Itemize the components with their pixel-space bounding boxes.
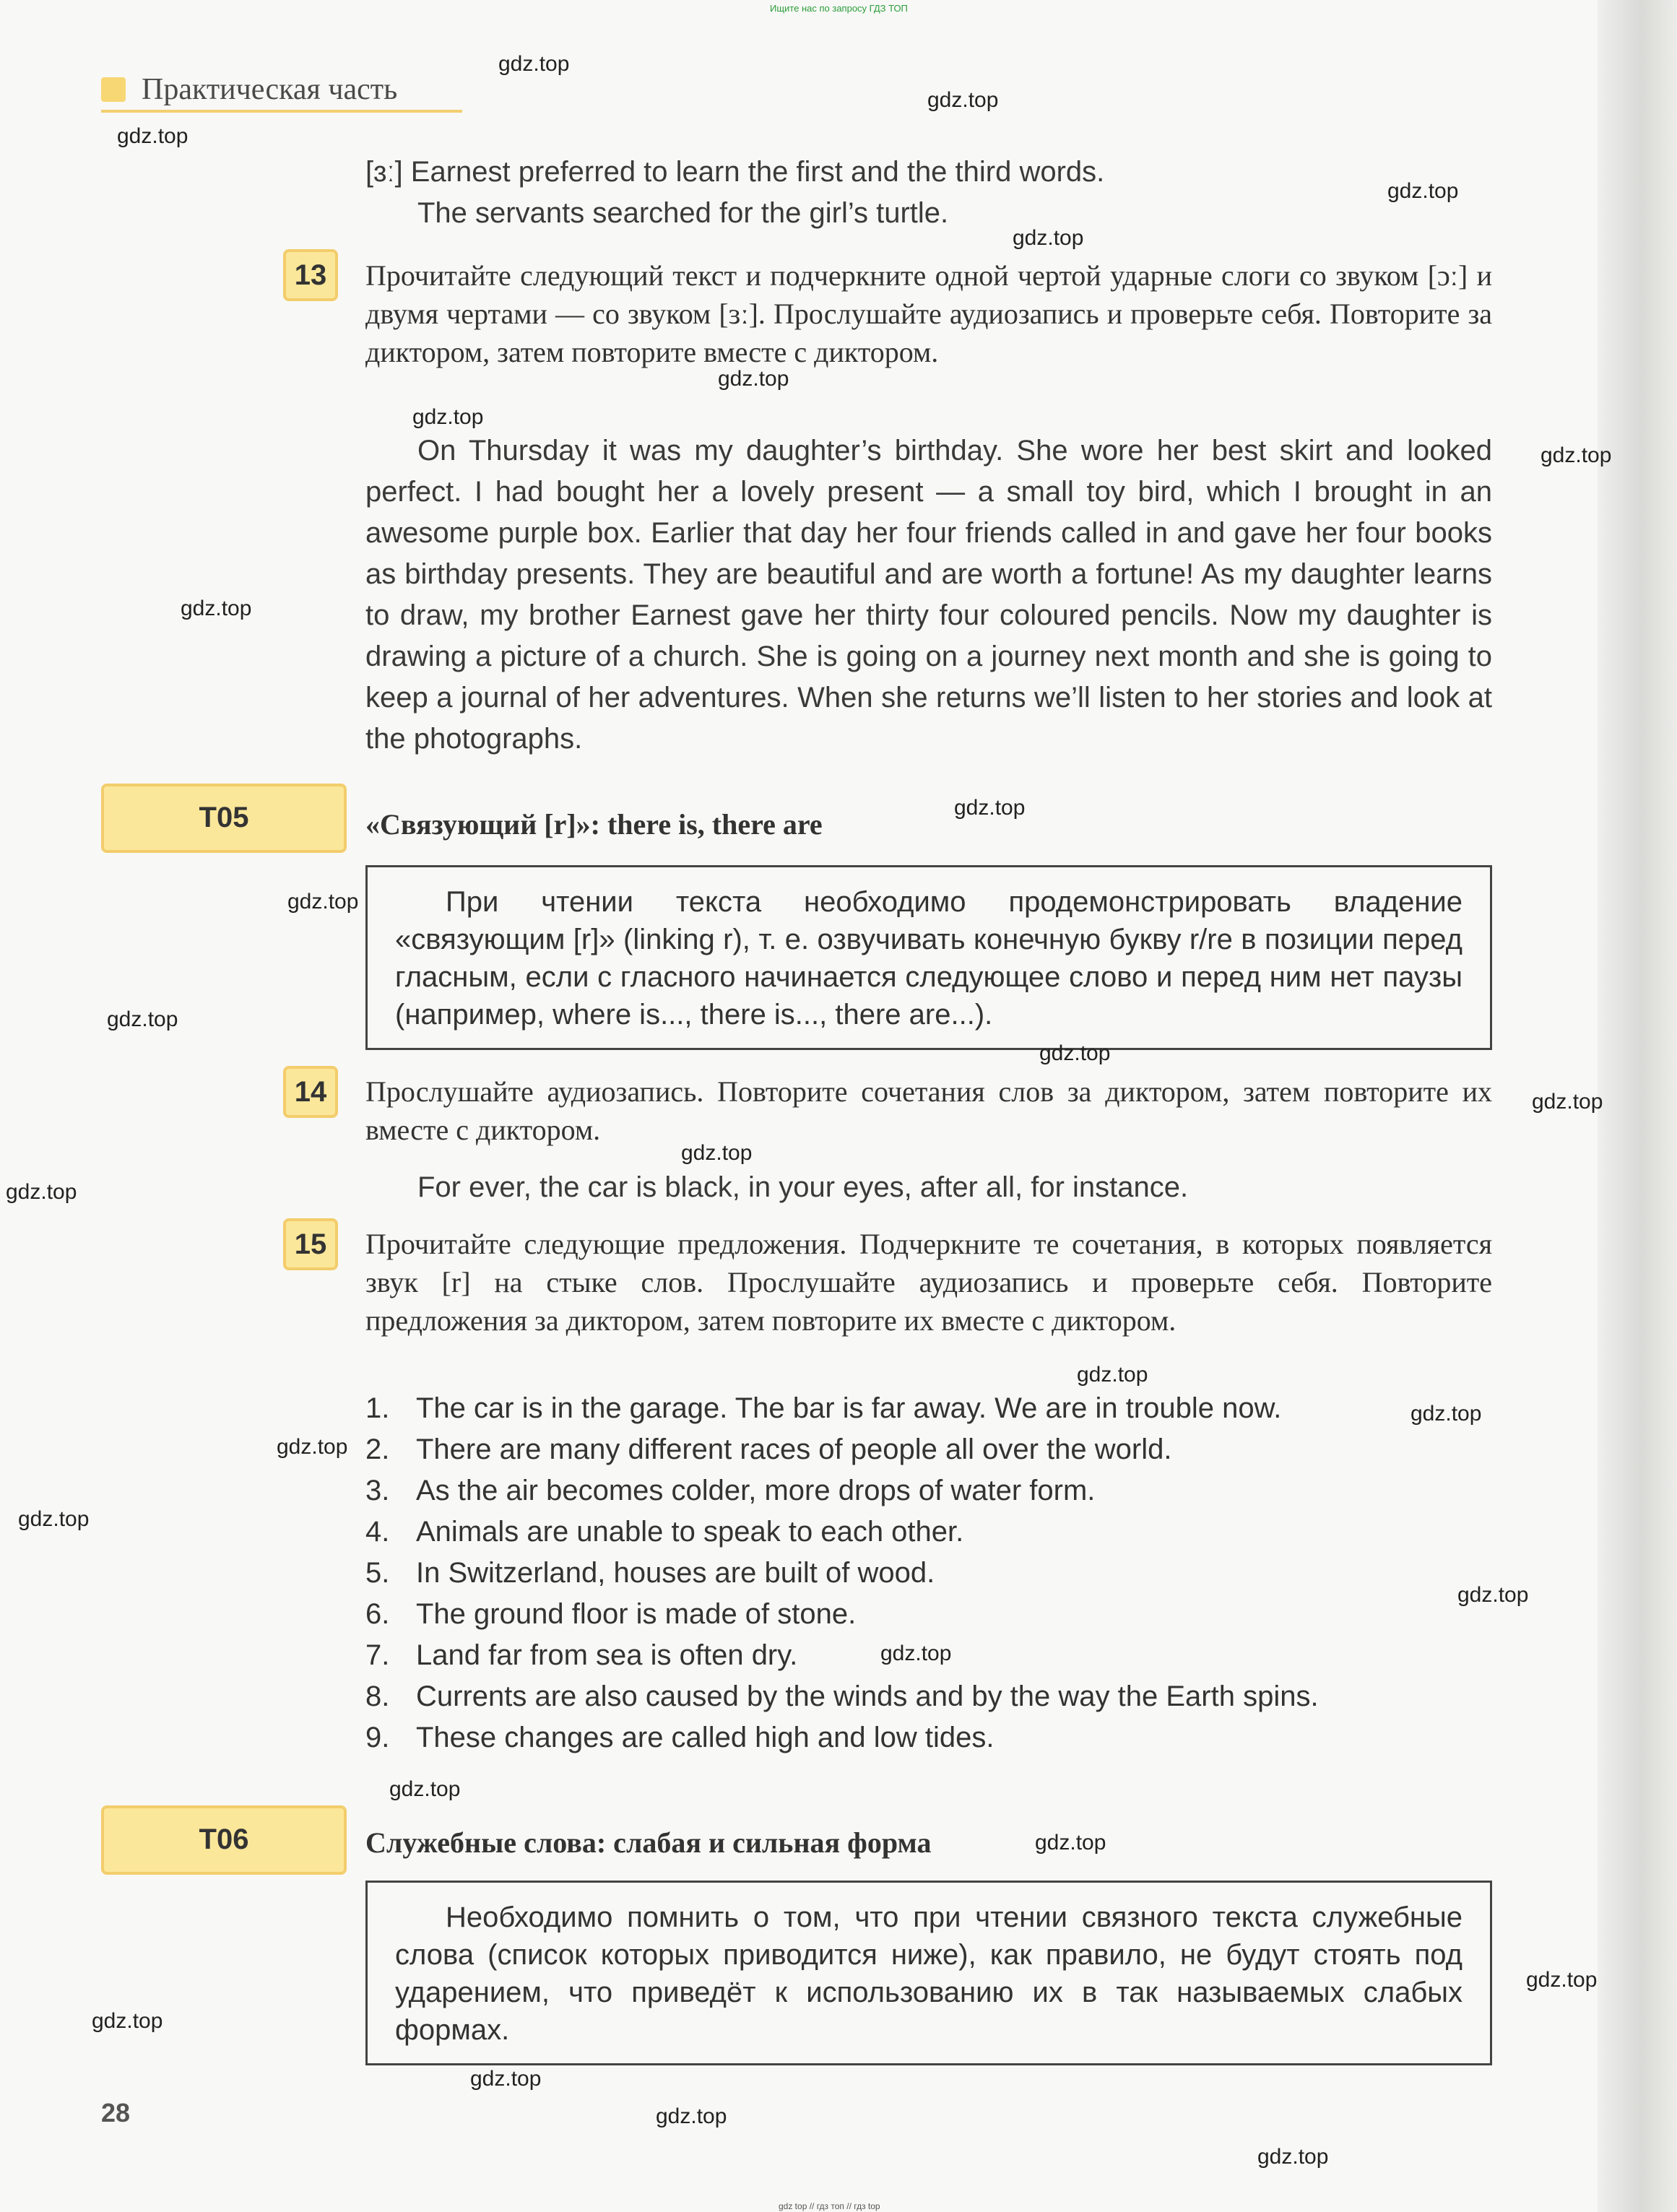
sentence-item <box>365 1511 1492 1553</box>
sentence-number: 3. <box>365 1475 390 1506</box>
watermark: gdz.top <box>287 890 359 914</box>
watermark: gdz.top <box>1540 443 1612 467</box>
sentence-number: 5. <box>365 1557 390 1589</box>
watermark: gdz.top <box>1410 1402 1482 1426</box>
sentence-text: Currents are also caused by the winds and by the way the Earth spins. <box>416 1680 1319 1712</box>
watermark: gdz.top <box>412 405 484 429</box>
watermark: gdz.top <box>1035 1831 1106 1855</box>
sentence-text: The ground floor is made of stone. <box>416 1598 857 1630</box>
watermark: gdz.top <box>954 796 1026 820</box>
sentence-text: There are many different races of people all over the world. <box>416 1434 1172 1465</box>
watermark: gdz.top <box>1013 226 1084 250</box>
watermark: gdz.top <box>277 1435 348 1459</box>
watermark: gdz.top <box>181 597 252 620</box>
topic-t06-title: Служебные слова: слабая и сильная форма <box>365 1826 932 1859</box>
exercise-15-number: 15 <box>283 1218 338 1270</box>
watermark: gdz.top <box>498 52 570 76</box>
exercise-14-number: 14 <box>283 1066 338 1118</box>
watermark: gdz.top <box>6 1180 77 1204</box>
section-title: Практическая часть <box>142 73 398 106</box>
sentence-text: As the air becomes colder, more drops of water form. <box>416 1475 1096 1506</box>
topic-t06-note-text: Необходимо помнить о том, что при чтении связного текста служебные слова (список которых приводится ниже), как правило, не будут стоять под ударением, что приведёт к использованию их в так называемых слабых формах. <box>395 1901 1462 2046</box>
sentence-number: 6. <box>365 1598 390 1630</box>
sentence-item <box>365 1429 1492 1470</box>
section-rule <box>101 110 462 113</box>
exercise-15-instruction: Прочитайте следующие предложения. Подчеркните те сочетания, в которых появляется звук [r] на стыке слов. Прослушайте аудиозапись и проверьте себя. Повторите предложения за диктором, затем повторите их вместе с диктором. <box>365 1228 1492 1337</box>
watermark: gdz.top <box>117 124 188 148</box>
watermark: gdz.top <box>389 1777 461 1801</box>
watermark: gdz.top <box>656 2104 727 2128</box>
exercise-13-number: 13 <box>283 249 338 301</box>
sentence-text: Animals are unable to speak to each other. <box>416 1516 964 1548</box>
section-header <box>101 72 397 107</box>
sentence-number: 2. <box>365 1434 390 1465</box>
watermark: gdz.top <box>107 1007 178 1031</box>
sentence-text: In Switzerland, houses are built of wood. <box>416 1557 935 1589</box>
sentence-item <box>365 1553 1492 1594</box>
sentence-item <box>365 1388 1492 1429</box>
watermark: gdz.top <box>927 88 999 112</box>
watermark: gdz.top <box>681 1141 753 1165</box>
exercise-14-instruction: Прослушайте аудиозапись. Повторите сочетания слов за диктором, затем повторите их вместе с диктором. <box>365 1075 1492 1146</box>
sentence-item <box>365 1717 1492 1758</box>
sentence-text: The car is in the garage. The bar is far away. We are in trouble now. <box>416 1392 1282 1424</box>
exercise-14-phrases: For ever, the car is black, in your eyes, after all, for instance. <box>417 1171 1189 1203</box>
exercise-13-text: On Thursday it was my daughter’s birthday. She wore her best skirt and looked perfect. I had bought her a lovely present — a small toy bird, which I brought in an awesome purple box. Earlier that day her four friends called in and gave her four books as birthday presents. They are beautiful and are worth a fortune! As my daughter learns to draw, my brother Earnest gave her thirty four coloured pencils. Now my daughter is drawing a picture of a church. She is going on a journey next month and she is going to keep a journal of her adventures. When she returns we’ll listen to her stories and look at the photographs. <box>365 435 1492 755</box>
bottom-note: gdz top // гдз топ // гдз top <box>779 2201 880 2211</box>
top-note: Ищите нас по запросу ГДЗ ТОП <box>770 3 908 14</box>
watermark: gdz.top <box>1457 1583 1529 1607</box>
page-binding-shadow <box>1598 0 1677 2212</box>
sentence-number: 7. <box>365 1639 390 1671</box>
topic-t06-label: T06 <box>101 1805 347 1875</box>
watermark: gdz.top <box>1039 1041 1111 1065</box>
topic-t05-label: T05 <box>101 784 347 853</box>
exercise-13-instruction: Прочитайте следующий текст и подчеркните одной чертой ударные слоги со звуком [ɔː] и двумя чертами — со звуком [ɜː]. Прослушайте аудиозапись и проверьте себя. Повторите за диктором, затем повторите вместе с диктором. <box>365 259 1492 368</box>
watermark: gdz.top <box>1526 1968 1598 1992</box>
intro-line-1: [ɜː] Earnest preferred to learn the first and the third words. <box>365 156 1105 188</box>
watermark: gdz.top <box>92 2009 163 2033</box>
exercise-15-sentences <box>365 1388 1492 1758</box>
sentence-item <box>365 1594 1492 1635</box>
sentence-text: These changes are called high and low tides. <box>416 1722 994 1753</box>
watermark: gdz.top <box>470 2067 542 2091</box>
section-marker-icon <box>101 77 126 102</box>
sentence-item <box>365 1676 1492 1717</box>
watermark: gdz.top <box>1257 2145 1329 2169</box>
sentence-text: Land far from sea is often dry. <box>416 1639 798 1671</box>
watermark: gdz.top <box>1387 179 1459 203</box>
sentence-number: 9. <box>365 1722 390 1753</box>
intro-line-2: The servants searched for the girl’s turtle. <box>417 197 949 229</box>
watermark: gdz.top <box>880 1641 952 1665</box>
sentence-item <box>365 1470 1492 1511</box>
topic-t05-title: «Связующий [r]»: there is, there are <box>365 808 823 841</box>
topic-t05-note <box>365 865 1492 1050</box>
watermark: gdz.top <box>718 367 789 391</box>
page-number: 28 <box>101 2098 131 2128</box>
watermark: gdz.top <box>18 1507 90 1531</box>
sentence-number: 1. <box>365 1392 390 1424</box>
sentence-number: 4. <box>365 1516 390 1548</box>
topic-t05-note-text: При чтении текста необходимо продемонстрировать владение «связующим [r]» (linking r), т. е. озвучивать конечную букву r/re в позиции перед гласным, если с гласного начинается следующее слово и перед ним нет паузы (например, where is..., there is..., there are...). <box>395 886 1462 1031</box>
watermark: gdz.top <box>1077 1363 1148 1387</box>
sentence-number: 8. <box>365 1680 390 1712</box>
watermark: gdz.top <box>1532 1090 1603 1114</box>
topic-t06-note <box>365 1881 1492 2065</box>
